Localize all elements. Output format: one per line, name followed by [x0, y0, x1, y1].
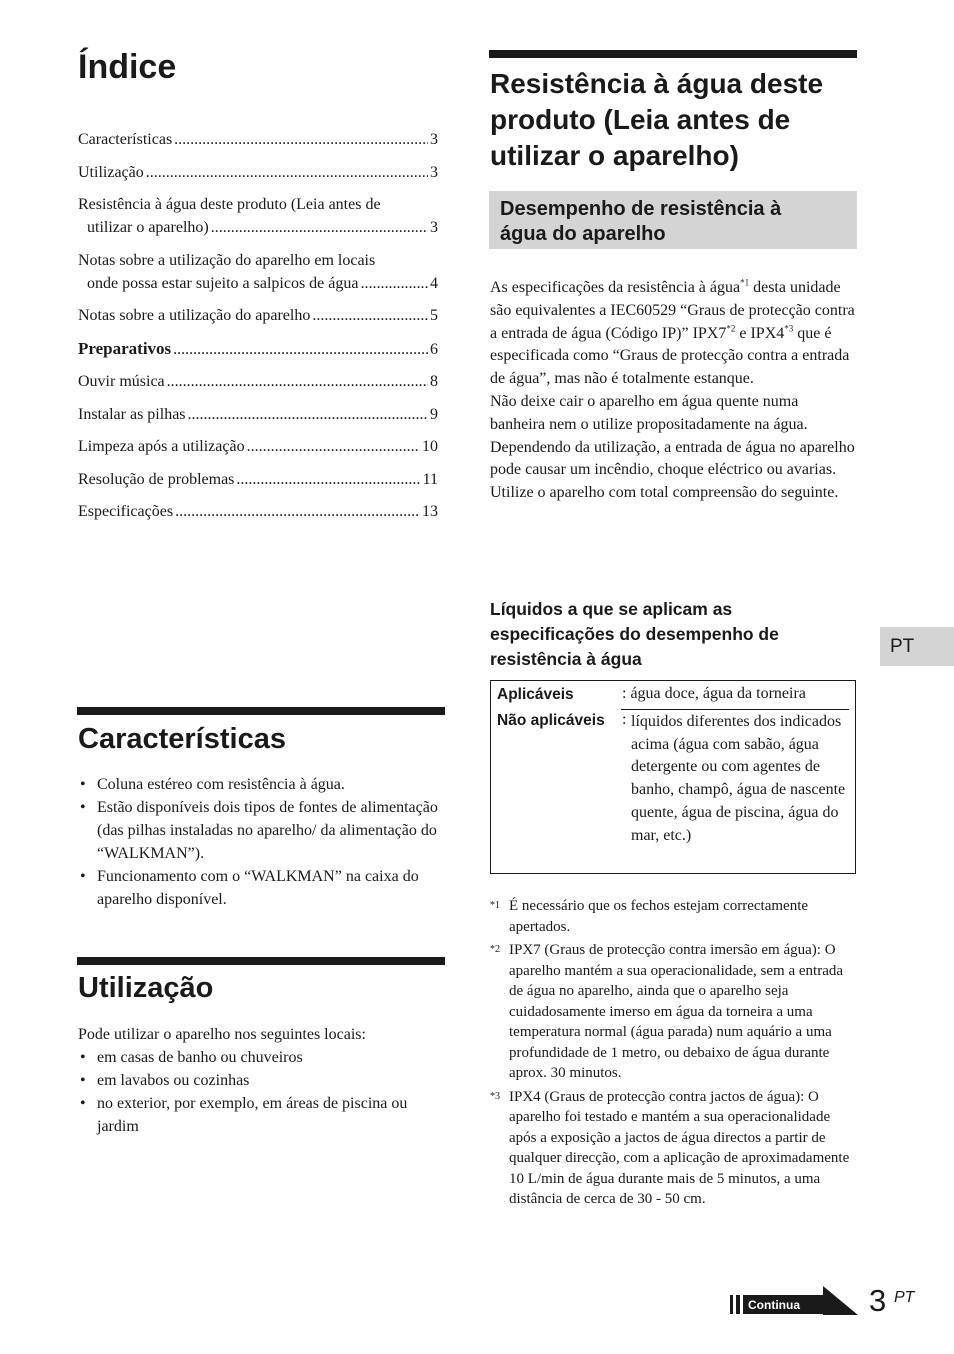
paragraph: Dependendo da utilização, a entrada de água no aparelho pode causar um incêndio, choque eléctrico ou avarias.	[490, 438, 855, 479]
table-row-colon: :	[622, 711, 627, 728]
toc-entry-instalar-pilhas[interactable]	[78, 403, 438, 426]
page-number-suffix: PT	[894, 1289, 915, 1306]
toc-entry-label: Características	[78, 131, 173, 148]
utilizacao-intro: Pode utilizar o aparelho nos seguintes locais:	[78, 1026, 366, 1043]
page-number: 3	[869, 1283, 887, 1318]
title-line: produto (Leia antes de	[490, 104, 791, 135]
list-item: • no exterior, por exemplo, em áreas de piscina ou jardim	[78, 1092, 444, 1138]
footnote	[490, 896, 856, 937]
toc-entry-caracteristicas[interactable]	[78, 128, 438, 151]
utilizacao-title: Utilização	[78, 972, 214, 1004]
footnote-mark: *2	[490, 944, 500, 955]
toc-entry-page: 8	[430, 373, 438, 390]
paragraph: As especificações da resistência à água$^{*1}$ desta unidade são equivalentes a IEC60529 “Graus de protecção contra a entrada de água (Código IP)” IPX7$^{*2}$ e IPX4$^{*3}$ que é especificada como “Graus de protecção contra a entrada de água”, mas não é totalmente estanque.	[490, 277, 855, 388]
caracteristicas-title: Características	[78, 723, 286, 755]
list-item: • Funcionamento com o “WALKMAN” na caixa do aparelho disponível.	[78, 865, 444, 911]
indice-title: Índice	[78, 48, 177, 86]
toc-entry-ouvir-musica[interactable]	[78, 370, 438, 393]
table-row-value: : água doce, água da torneira	[622, 685, 806, 702]
list-item: • em casas de banho ou chuveiros	[78, 1046, 444, 1069]
toc-entry-label: Notas sobre a utilização do aparelho em locais	[78, 251, 376, 269]
language-tab	[880, 627, 954, 666]
toc-entry-page: 4	[430, 274, 438, 292]
footnote-text: É necessário que os fechos estejam correctamente apertados.	[509, 898, 809, 935]
toc-entry-page: 3	[430, 131, 438, 148]
paragraph: Não deixe cair o aparelho em água quente numa banheira nem o utilize propositadamente na água.	[490, 392, 808, 433]
resistencia-body	[490, 277, 856, 505]
toc-entry-label: Ouvir música	[78, 373, 165, 390]
table-row-label: Aplicáveis	[497, 686, 574, 703]
section-rule	[489, 50, 857, 58]
footnote-text: IPX7 (Graus de protecção contra imersão em água): O aparelho mantém a sua operacionalidade, sem a entrada de água no aparelho, ainda que o aparelho seja cuidadosamente imerso em água da torneira a uma temperatura normal (água parada) num aquário a uma profundidade de 1 metro, ou debaixo de água durante aprox. 30 minutos.	[509, 942, 844, 1081]
toc-entry-label: Resolução de problemas	[78, 470, 235, 488]
toc-entry-page: 9	[430, 405, 438, 423]
utilizacao-list	[78, 1046, 444, 1138]
footnote-mark: *1	[490, 900, 500, 911]
toc-entry-limpeza[interactable]	[78, 435, 438, 458]
section-rule	[77, 957, 445, 965]
heading-line: resistência à água	[490, 649, 642, 669]
toc-entry-page: 6	[430, 340, 438, 358]
toc-entry-page: 11	[422, 470, 438, 488]
list-item: • Estão disponíveis dois tipos de fontes de alimentação (das pilhas instaladas no aparelho/ da alimentação do “WALKMAN”).	[78, 796, 444, 865]
toc-entry-resolucao[interactable]	[78, 468, 438, 491]
subtitle-line: Desempenho de resistência à	[500, 198, 782, 220]
language-tab-label: PT	[890, 636, 915, 657]
subtitle-line: água do aparelho	[500, 223, 666, 245]
title-line: utilizar o aparelho)	[490, 140, 739, 171]
list-item: • Coluna estéreo com resistência à água.	[78, 773, 444, 796]
heading-line: Líquidos a que se aplicam as	[490, 599, 733, 619]
title-line: Resistência à água deste	[490, 68, 824, 99]
toc-entry-notas-utilizacao[interactable]	[78, 304, 438, 327]
toc-entry-page: 13	[422, 503, 438, 520]
toc-entry-label-continued: utilizar o aparelho)	[87, 219, 209, 236]
footnote	[490, 940, 856, 1084]
toc-entry-label: Preparativos	[78, 338, 172, 358]
toc-entry-label-continued: onde possa estar sujeito a salpicos de água	[87, 274, 359, 292]
toc-entry-resistencia[interactable]	[78, 193, 438, 239]
table-of-contents	[78, 128, 438, 523]
toc-entry-label: Resistência à água deste produto (Leia antes de	[78, 196, 381, 213]
continue-label: Continua	[748, 1298, 800, 1312]
toc-entry-page: 3	[430, 163, 438, 181]
list-item: • em lavabos ou cozinhas	[78, 1069, 444, 1092]
toc-entry-page: 10	[422, 438, 438, 455]
footnote-text: IPX4 (Graus de protecção contra jactos de água): O aparelho foi testado e mantém a sua operacionalidade após a exposição a jactos de água directos a partir de qualquer direcção, com a aplicação de aproximadamente 10 L/min de água durante mais de 5 minutos, a uma distância de cerca de 30 - 50 cm.	[509, 1088, 850, 1207]
paragraph: Utilize o aparelho com total compreensão do seguinte.	[490, 484, 839, 502]
toc-entry-utilizacao[interactable]	[78, 161, 438, 184]
toc-entry-label: Especificações	[78, 503, 174, 520]
footnote	[490, 1087, 856, 1210]
toc-entry-label: Utilização	[78, 163, 144, 181]
toc-entry-page: 3	[430, 219, 438, 236]
toc-entry-label: Limpeza após a utilização	[78, 438, 245, 455]
toc-entry-label: Instalar as pilhas	[78, 405, 186, 423]
footnotes	[490, 896, 856, 1210]
caracteristicas-list	[78, 773, 444, 911]
footnote-mark: *3	[490, 1090, 500, 1102]
table-row-label: Não aplicáveis	[497, 712, 605, 729]
subtitle-box	[489, 191, 857, 249]
toc-entry-label: Notas sobre a utilização do aparelho	[78, 307, 311, 324]
liquids-table	[490, 680, 856, 874]
section-rule	[77, 707, 445, 715]
table-divider	[621, 709, 849, 710]
liquids-heading	[490, 597, 856, 672]
table-row-value: líquidos diferentes dos indicados acima (água com sabão, água detergente ou com agentes de banho, champô, água de nascente quente, água de piscina, água do mar, etc.)	[631, 713, 846, 844]
toc-entry-especificacoes[interactable]	[78, 500, 438, 523]
toc-entry-notas-salpicos[interactable]	[78, 249, 438, 295]
toc-entry-preparativos[interactable]	[78, 337, 438, 361]
resistencia-title	[490, 66, 823, 174]
toc-entry-page: 5	[430, 307, 438, 324]
heading-line: especificações do desempenho de	[490, 624, 779, 644]
